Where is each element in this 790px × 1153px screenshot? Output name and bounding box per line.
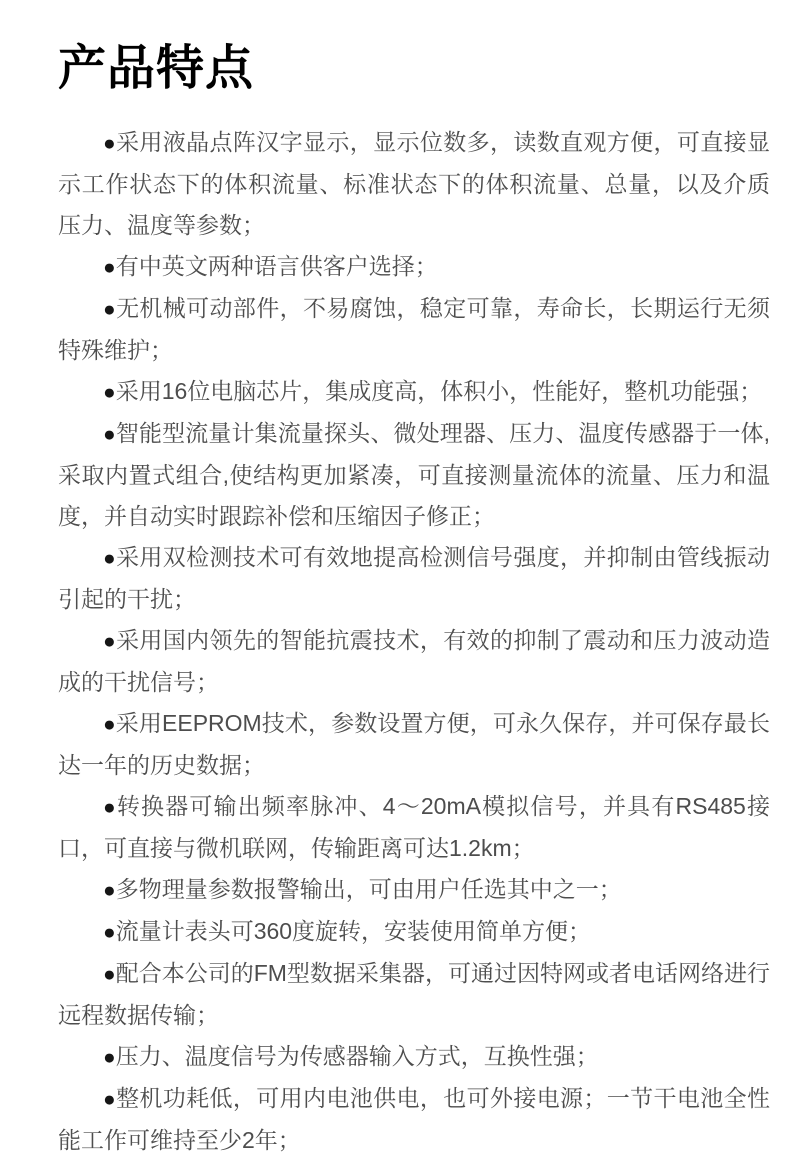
bullet-icon: ● [103, 921, 116, 944]
feature-text: 采用EEPROM技术，参数设置方便，可永久保存，并可保存最长达一年的历史数据； [58, 710, 770, 778]
feature-text: 智能型流量计集流量探头、微处理器、压力、温度传感器于一体,采取内置式组合,使结构更加紧凑，可直接测量流体的流量、压力和温度，并自动实时跟踪补偿和压缩因子修正； [58, 420, 771, 529]
bullet-icon: ● [103, 630, 117, 653]
bullet-icon: ● [103, 381, 116, 404]
feature-text: 转换器可输出频率脉冲、4～20mA模拟信号，并具有RS485接口，可直接与微机联网，传输距离可达1.2km； [58, 793, 770, 861]
bullet-icon: ● [103, 423, 116, 446]
feature-item [58, 620, 770, 703]
feature-text: 采用双检测技术可有效地提高检测信号强度，并抑制由管线振动引起的干扰； [58, 544, 771, 612]
feature-item [58, 537, 770, 620]
bullet-icon: ● [103, 132, 117, 155]
bullet-icon: ● [103, 879, 116, 902]
feature-item [58, 786, 770, 869]
feature-item [58, 413, 770, 537]
feature-text: 流量计表头可360度旋转，安装使用简单方便； [115, 918, 592, 944]
feature-text: 整机功耗低，可用内电池供电，也可外接电源；一节干电池全性能工作可维持至少2年； [58, 1085, 771, 1153]
feature-item [58, 703, 770, 786]
bullet-icon: ● [103, 796, 117, 819]
feature-text: 采用液晶点阵汉字显示，显示位数多，读数直观方便，可直接显示工作状态下的体积流量、标准状态下的体积流量、总量，以及介质压力、温度等参数； [58, 129, 771, 238]
bullet-icon: ● [103, 963, 116, 986]
bullet-icon: ● [103, 1088, 117, 1111]
feature-list [58, 122, 770, 1153]
bullet-icon: ● [103, 713, 116, 736]
feature-text: 压力、温度信号为传感器输入方式，互换性强； [115, 1043, 599, 1069]
feature-text: 无机械可动部件，不易腐蚀，稳定可靠，寿命长，长期运行无须特殊维护； [58, 295, 771, 363]
bullet-icon: ● [103, 256, 116, 279]
feature-item [58, 869, 770, 911]
feature-item [58, 1078, 770, 1153]
feature-item [58, 953, 770, 1036]
bullet-icon: ● [103, 547, 117, 570]
feature-item [58, 371, 770, 413]
feature-text: 多物理量参数报警输出，可由用户任选其中之一； [115, 876, 622, 902]
feature-text: 配合本公司的FM型数据采集器，可通过因特网或者电话网络进行远程数据传输； [58, 960, 770, 1028]
bullet-icon: ● [103, 298, 117, 321]
feature-item [58, 288, 770, 371]
feature-item [58, 246, 770, 288]
feature-item [58, 122, 770, 246]
bullet-icon: ● [103, 1046, 116, 1069]
feature-text: 有中英文两种语言供客户选择； [115, 253, 438, 279]
page-title: 产品特点 [58, 42, 255, 95]
feature-text: 采用16位电脑芯片，集成度高，体积小，性能好，整机功能强； [115, 378, 763, 404]
feature-text: 采用国内领先的智能抗震技术，有效的抑制了震动和压力波动造成的干扰信号； [58, 627, 771, 695]
feature-item [58, 911, 770, 953]
feature-item [58, 1036, 770, 1078]
